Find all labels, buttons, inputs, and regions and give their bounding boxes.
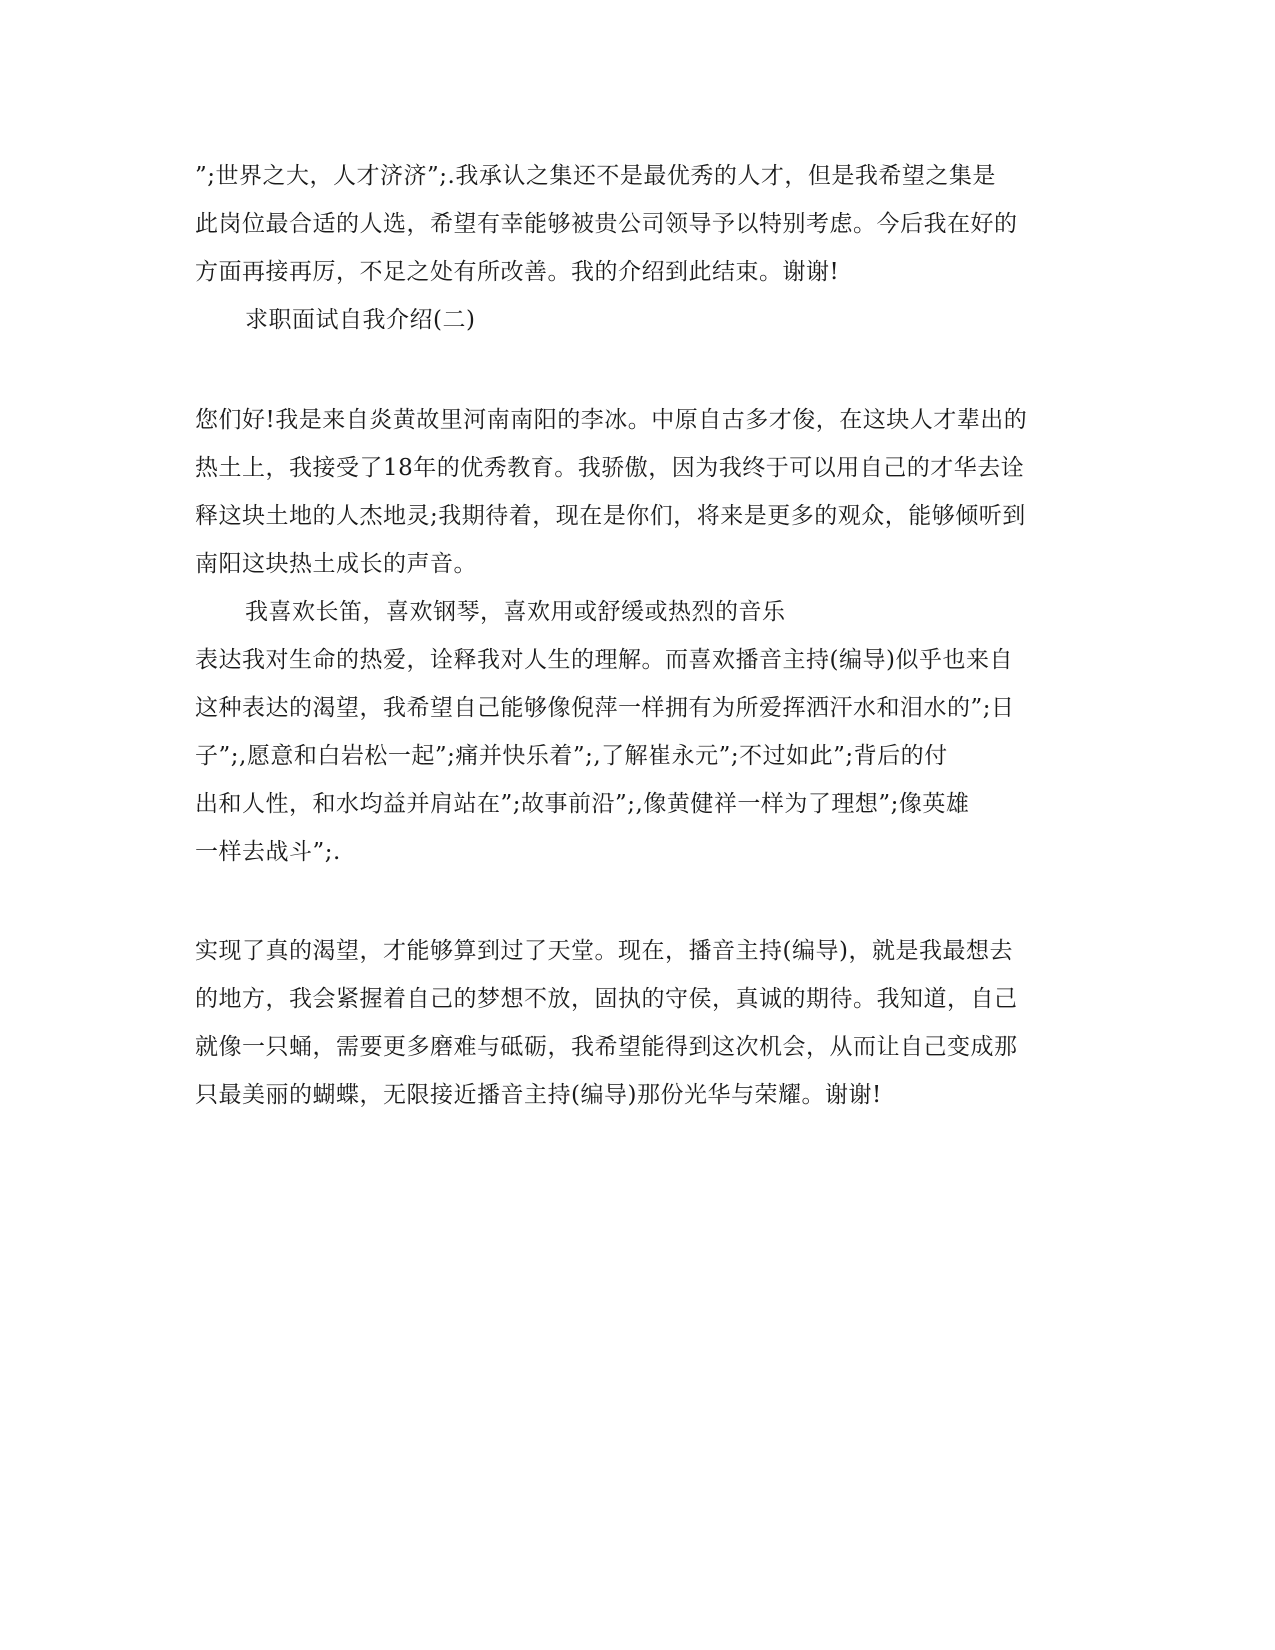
section-heading: 求职面试自我介绍(二) [245,307,476,333]
text-line: 子”;,愿意和白岩松一起”;痛并快乐着”;,了解崔永元”;不过如此”;背后的付 [195,743,948,769]
paragraph-closing [195,152,1080,296]
text-line: 我喜欢长笛，喜欢钢琴，喜欢用或舒缓或热烈的音乐 [245,599,786,625]
text-line: 释这块土地的人杰地灵;我期待着，现在是你们，将来是更多的观众，能够倾听到 [195,503,1026,529]
text-line: 实现了真的渴望，才能够算到过了天堂。现在，播音主持(编导)，就是我最想去 [195,938,1013,964]
text-line: 您们好!我是来自炎黄故里河南南阳的李冰。中原自古多才俊，在这块人才辈出的 [195,407,1028,433]
text-line: 此岗位最合适的人选，希望有幸能够被贵公司领导予以特别考虑。今后我在好的 [195,211,1018,237]
text-line: 表达我对生命的热爱，诠释我对人生的理解。而喜欢播音主持(编导)似乎也来自 [195,647,1013,673]
paragraph-aspiration [195,927,1080,1119]
paragraph-greeting [195,396,1080,588]
section-heading-block [195,296,1080,344]
text-line: ”;世界之大，人才济济”;.我承认之集还不是最优秀的人才，但是我希望之集是 [195,163,996,189]
text-line: 方面再接再厉，不足之处有所改善。我的介绍到此结束。谢谢! [195,259,840,285]
text-line: 只最美丽的蝴蝶，无限接近播音主持(编导)那份光华与荣耀。谢谢! [195,1082,882,1108]
text-line: 南阳这块热土成长的声音。 [195,551,477,577]
paragraph-interests [195,588,1080,876]
text-line: 就像一只蛹，需要更多磨难与砥砺，我希望能得到这次机会，从而让自己变成那 [195,1034,1018,1060]
text-line: 的地方，我会紧握着自己的梦想不放，固执的守侯，真诚的期待。我知道，自己 [195,986,1018,1012]
text-line: 这种表达的渴望，我希望自己能够像倪萍一样拥有为所爱挥洒汗水和泪水的”;日 [195,695,1015,721]
text-line: 一样去战斗”;. [195,839,341,865]
text-line: 热土上，我接受了18年的优秀教育。我骄傲，因为我终于可以用自己的才华去诠 [195,455,1025,481]
text-line: 出和人性，和水均益并肩站在”;故事前沿”;,像黄健祥一样为了理想”;像英雄 [195,791,970,817]
